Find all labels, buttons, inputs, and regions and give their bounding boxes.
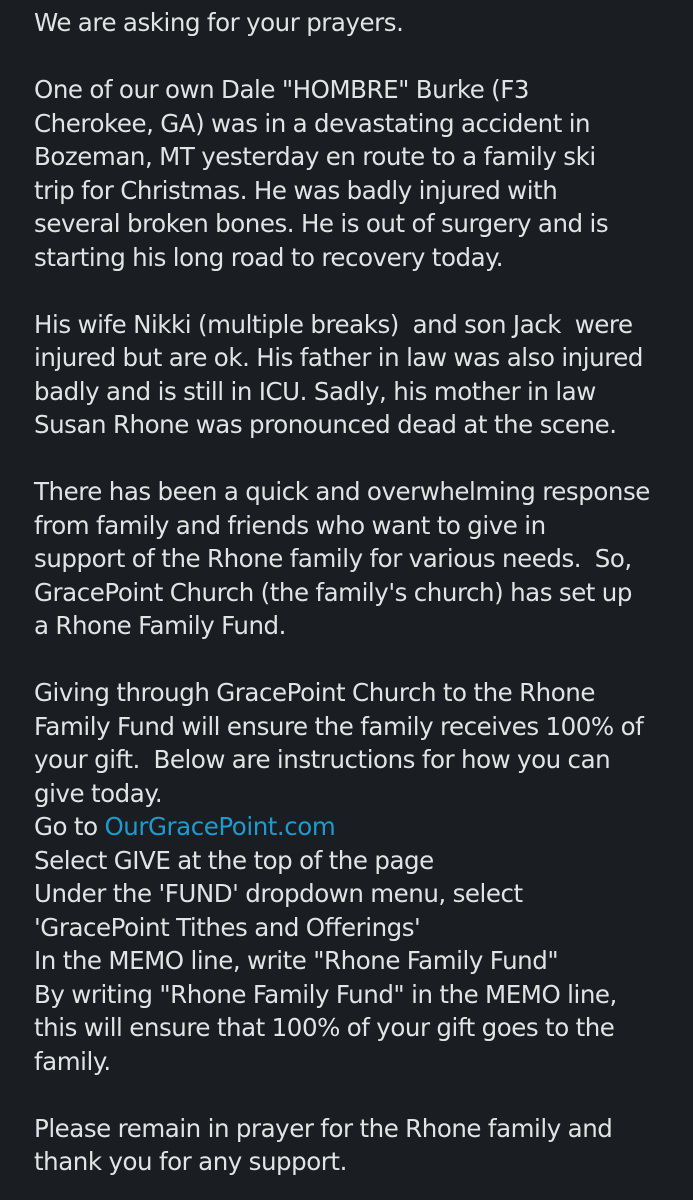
paragraph-gap <box>34 643 684 677</box>
step-line: By writing "Rhone Family Fund" in the MEMO line, <box>34 979 617 1009</box>
text-line: your gift. Below are instructions for how you can <box>34 745 611 774</box>
text-line: There has been a quick and overwhelming response <box>34 477 650 506</box>
intro-line: We are asking for your prayers. <box>34 8 404 37</box>
text-line: starting his long road to recovery today. <box>34 242 504 272</box>
step-line: family. <box>34 1046 111 1076</box>
text-line: Family Fund will ensure the family receives 100% of <box>34 711 644 741</box>
goto-prefix: Go to <box>34 812 105 841</box>
text-line: His wife Nikki (multiple breaks) and son Jack were <box>34 309 633 339</box>
text-line: from family and friends who want to give in <box>34 510 546 540</box>
paragraph-gap <box>34 274 684 308</box>
text-line: injured but are ok. His father in law was also injured <box>34 343 644 372</box>
paragraph-accident <box>34 73 684 274</box>
step-line: this will ensure that 100% of your gift goes to the <box>34 1013 615 1042</box>
paragraph-giving <box>34 676 684 1078</box>
step-line: In the MEMO line, write "Rhone Family Fund" <box>34 946 559 975</box>
text-line: Bozeman, MT yesterday en route to a family ski <box>34 142 596 171</box>
text-line: Susan Rhone was pronounced dead at the scene. <box>34 410 617 439</box>
text-line: Please remain in prayer for the Rhone family and <box>34 1113 613 1143</box>
paragraph-gap <box>34 1078 684 1112</box>
text-line: GracePoint Church (the family's church) has set up <box>34 577 632 607</box>
text-line: thank you for any support. <box>34 1147 347 1176</box>
step-line: 'GracePoint Tithes and Offerings' <box>34 912 421 942</box>
step-line: Under the 'FUND' dropdown menu, select <box>34 879 523 908</box>
message-body <box>34 6 684 1179</box>
paragraph-gap <box>34 40 684 74</box>
step-line: Select GIVE at the top of the page <box>34 845 434 875</box>
paragraph-closing <box>34 1112 684 1179</box>
paragraph-fund <box>34 475 684 643</box>
text-line: Cherokee, GA) was in a devastating accident in <box>34 108 591 138</box>
text-line: One of our own Dale "HOMBRE" Burke (F3 <box>34 75 530 104</box>
text-line: several broken bones. He is out of surgery and is <box>34 209 609 238</box>
goto-line <box>34 810 684 844</box>
text-line: trip for Christmas. He was badly injured with <box>34 175 558 205</box>
paragraph-family <box>34 308 684 442</box>
text-line: Giving through GracePoint Church to the Rhone <box>34 678 596 707</box>
text-line: a Rhone Family Fund. <box>34 611 287 640</box>
ourgracepoint-link[interactable]: OurGracePoint.com <box>104 812 336 841</box>
paragraph-gap <box>34 442 684 476</box>
text-line: give today. <box>34 778 163 808</box>
text-line: support of the Rhone family for various needs. So, <box>34 544 632 573</box>
text-line: badly and is still in ICU. Sadly, his mother in law <box>34 376 596 406</box>
